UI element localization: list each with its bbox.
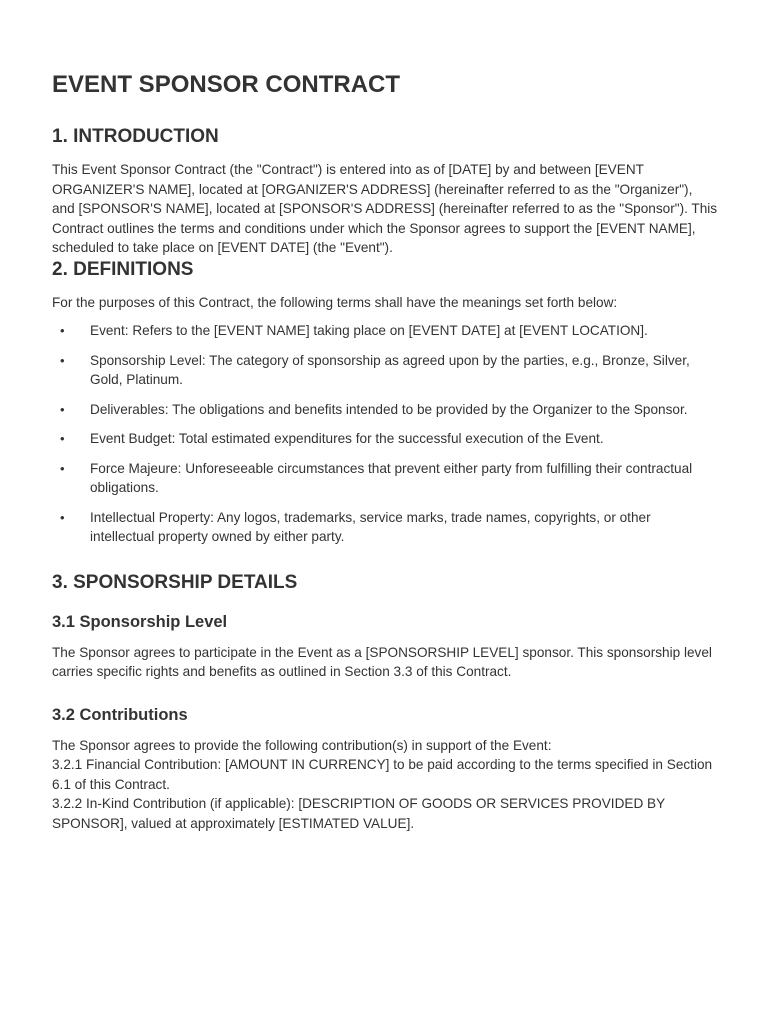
list-item — [52, 400, 718, 420]
bullet-icon: • — [60, 401, 65, 417]
bullet-icon: • — [60, 431, 65, 446]
bullet-icon: • — [60, 323, 65, 338]
contributions-intro: The Sponsor agrees to provide the following contribution(s) in support of the Event: — [52, 737, 552, 753]
subsection-heading-sponsorship-level: 3.1 Sponsorship Level — [52, 612, 228, 631]
definition-text: Event: Refers to the [EVENT NAME] taking place on [EVENT DATE] at [EVENT LOCATION]. — [90, 323, 648, 338]
list-item — [52, 508, 718, 547]
section-sponsorship-details — [52, 571, 718, 834]
list-item — [52, 459, 718, 498]
section-definitions — [52, 258, 718, 547]
definition-text: Sponsorship Level: The category of sponsorship as agreed upon by the parties, e.g., Bronze, Silver, Gold, Platinum. — [90, 352, 690, 387]
subsection-heading-contributions: 3.2 Contributions — [52, 705, 188, 724]
section-heading-introduction: 1. INTRODUCTION — [52, 126, 219, 147]
sponsorship-level-paragraph: The Sponsor agrees to participate in the Event as a [SPONSORSHIP LEVEL] sponsor. This sponsorship level carries specific rights and benefits as outlined in Section 3.3 of this Contract. — [52, 644, 712, 679]
definition-text: Intellectual Property: Any logos, trademarks, service marks, trade names, copyrights, or other intellectual property owned by either party. — [90, 509, 651, 544]
financial-contribution-paragraph: 3.2.1 Financial Contribution: [AMOUNT IN CURRENCY] to be paid according to the terms specified in Section 6.1 of this Contract. — [52, 757, 713, 792]
bullet-icon: • — [60, 352, 65, 368]
introduction-paragraph: This Event Sponsor Contract (the "Contract") is entered into as of [DATE] by and between [EVENT ORGANIZER'S NAME], located at [ORGANIZER'S ADDRESS] (hereinafter referred to as the "Organizer"), and [SPONSOR'S NAME], located at [SPONSOR'S ADDRESS] (hereinafter referred to as the "Sponsor"). This Contract outlines the terms and conditions under which the Sponsor agrees to support the [EVENT NAME], scheduled to take place on [EVENT DATE] (the "Event"). — [52, 162, 718, 255]
in-kind-contribution-paragraph: 3.2.2 In-Kind Contribution (if applicable): [DESCRIPTION OF GOODS OR SERVICES PROVIDED BY SPONSOR], valued at approximately [ESTIMATED VALUE]. — [52, 796, 665, 831]
list-item — [52, 351, 718, 390]
list-item — [52, 321, 718, 341]
page-title: EVENT SPONSOR CONTRACT — [52, 71, 401, 98]
section-introduction — [52, 125, 718, 258]
definitions-list — [52, 321, 718, 547]
definitions-intro: For the purposes of this Contract, the following terms shall have the meanings set forth below: — [52, 294, 618, 310]
definition-text: Force Majeure: Unforeseeable circumstances that prevent either party from fulfilling their contractual obligations. — [90, 460, 693, 495]
section-heading-sponsorship-details: 3. SPONSORSHIP DETAILS — [52, 571, 298, 593]
bullet-icon: • — [60, 509, 65, 525]
bullet-icon: • — [60, 460, 65, 476]
definition-text: Deliverables: The obligations and benefits intended to be provided by the Organizer to the Sponsor. — [90, 401, 688, 417]
list-item — [52, 429, 718, 449]
section-heading-definitions: 2. DEFINITIONS — [52, 258, 194, 280]
definition-text: Event Budget: Total estimated expenditures for the successful execution of the Event. — [90, 431, 604, 446]
